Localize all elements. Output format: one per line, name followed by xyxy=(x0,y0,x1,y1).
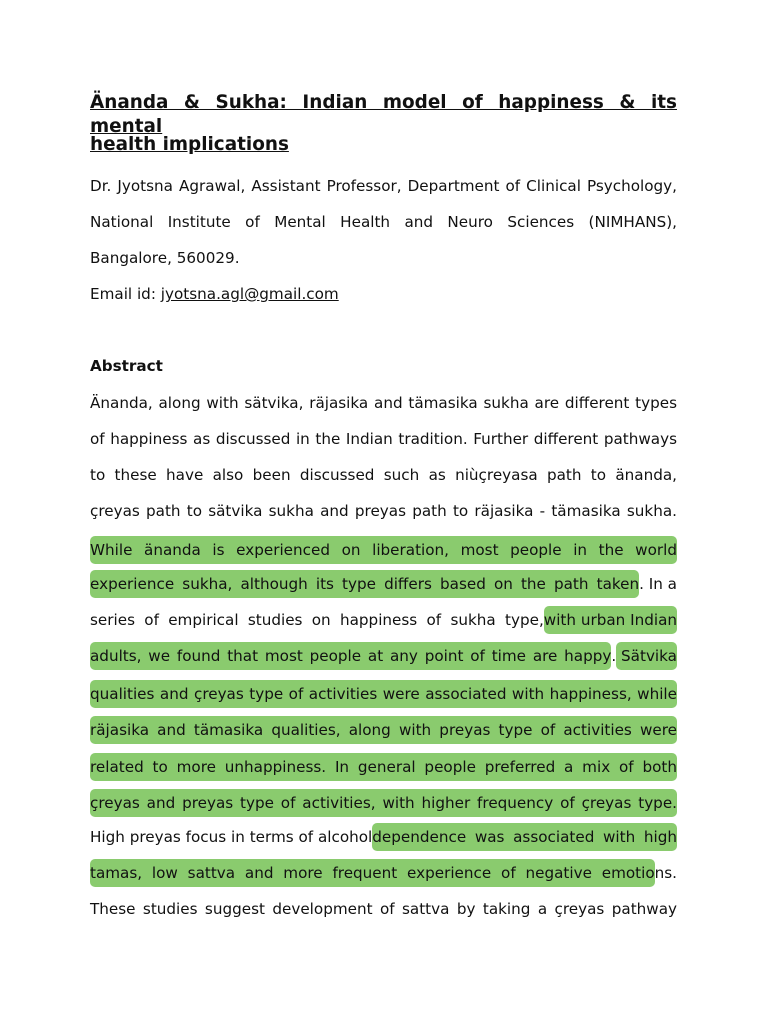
plain-text: . xyxy=(611,647,617,665)
abstract-line-8 xyxy=(90,644,677,668)
abstract-line-11-highlighted: related to more unhappiness. In general people preferred a mix of both xyxy=(90,753,677,781)
abstract-line-10-highlighted: räjasika and tämasika qualities, along with preyas type of activities were xyxy=(90,716,677,744)
title-line-2: health implications xyxy=(90,134,289,155)
abstract-line-1: Änanda, along with sätvika, räjasika and tämasika sukha are different types xyxy=(90,394,677,412)
abstract-line-2: of happiness as discussed in the Indian tradition. Further different pathways xyxy=(90,430,677,448)
abstract-line-7 xyxy=(90,608,677,632)
plain-text: series of empirical studies on happiness of sukha type, xyxy=(90,611,544,629)
abstract-line-15: These studies suggest development of sattva by taking a çreyas pathway xyxy=(90,900,677,918)
abstract-line-3: to these have also been discussed such as niùçreyasa path to änanda, xyxy=(90,466,677,484)
abstract-line-12-highlighted: çreyas and preyas type of activities, with higher frequency of çreyas type. xyxy=(90,789,677,817)
highlighted-text: with urban Indian xyxy=(544,606,677,634)
email-line xyxy=(90,282,677,306)
highlighted-text: dependence was associated with high xyxy=(372,823,677,851)
email-label: Email id: xyxy=(90,285,161,303)
highlighted-text: experience sukha, although its type differs based on the path taken xyxy=(90,570,639,598)
abstract-line-14 xyxy=(90,861,677,885)
author-line-1: Dr. Jyotsna Agrawal, Assistant Professor, Department of Clinical Psychology, xyxy=(90,177,677,195)
author-line-3: Bangalore, 560029. xyxy=(90,249,240,267)
plain-text: High preyas focus in terms of alcohol xyxy=(90,828,373,846)
highlighted-text: Sätvika xyxy=(616,642,677,670)
abstract-line-9-highlighted: qualities and çreyas type of activities were associated with happiness, while xyxy=(90,680,677,708)
abstract-line-13 xyxy=(90,825,677,849)
abstract-line-4: çreyas path to sätvika sukha and preyas path to räjasika - tämasika sukha. xyxy=(90,502,677,520)
title-line-1: Änanda & Sukha: Indian model of happiness & its mental xyxy=(90,92,677,137)
email-link[interactable]: jyotsna.agl@gmail.com xyxy=(160,285,339,303)
author-line-2: National Institute of Mental Health and Neuro Sciences (NIMHANS), xyxy=(90,213,677,231)
highlighted-text: tamas, low sattva and more frequent experience of negative emotio xyxy=(90,859,655,887)
abstract-line-6 xyxy=(90,572,677,596)
highlighted-text: adults, we found that most people at any point of time are happy xyxy=(90,642,611,670)
abstract-heading: Abstract xyxy=(90,357,163,375)
plain-text: . In a xyxy=(639,575,677,593)
abstract-line-5-highlighted: While änanda is experienced on liberation, most people in the world xyxy=(90,536,677,564)
plain-text: ns. xyxy=(654,864,677,882)
